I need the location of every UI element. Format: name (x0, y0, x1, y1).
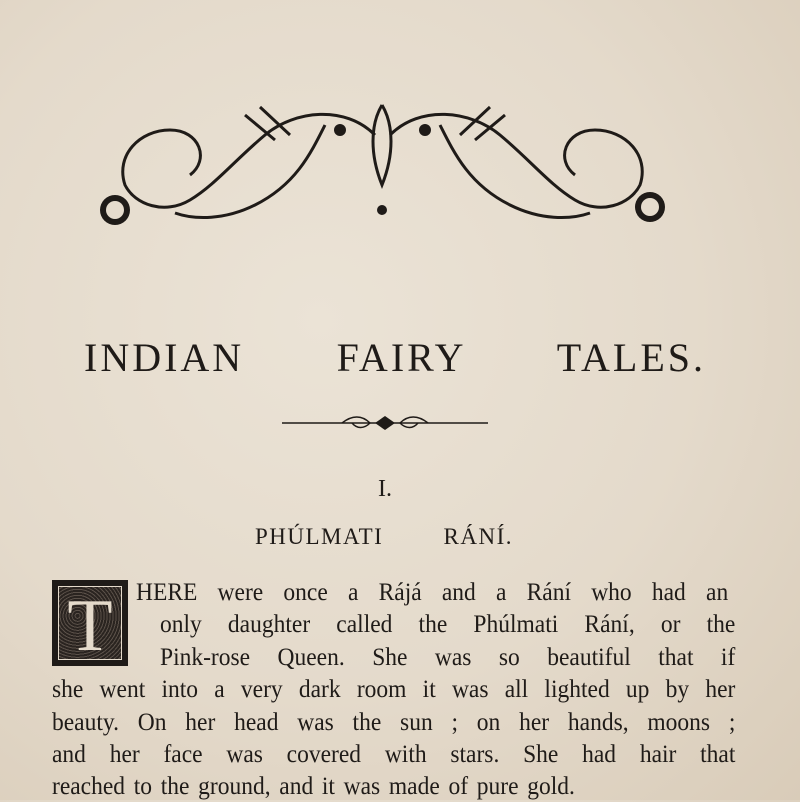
body-line: Pink-rose Queen. She was so beautiful that if (160, 644, 736, 671)
body-line: she went into a very dark room it was all lighted up by her (52, 676, 736, 703)
divider-ornament-icon (282, 412, 488, 434)
chapter-title: PHÚLMATI RÁNÍ. (255, 524, 513, 549)
body-line: only daughter called the Phúlmati Rání, or the (160, 611, 736, 638)
book-title: INDIAN FAIRY TALES. (84, 335, 706, 380)
body-line: reached to the ground, and it was made of pure gold. (52, 773, 575, 800)
body-line: beauty. On her head was the sun ; on her hands, moons ; (52, 709, 736, 736)
drop-cap-letter: T (58, 586, 122, 660)
body-line: and her face was covered with stars. She had hair that (52, 741, 736, 768)
body-line: HERE were once a Rájá and a Rání who had an (136, 579, 729, 606)
chapter-number: I. (378, 476, 392, 502)
drop-cap-initial (52, 580, 128, 666)
headpiece-ornament-icon (95, 95, 670, 230)
